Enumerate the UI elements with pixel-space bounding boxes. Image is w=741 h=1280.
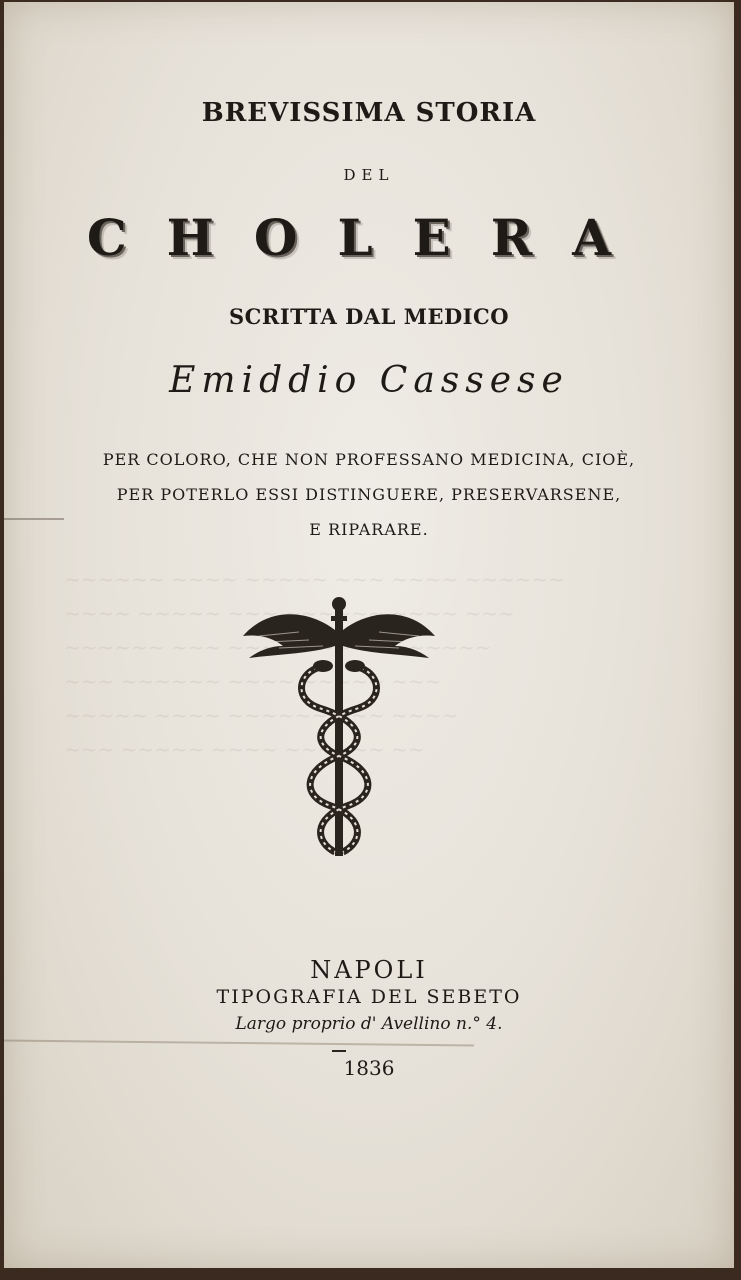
publisher-press: TIPOGRAFIA DEL SEBETO <box>216 986 522 1008</box>
title-page <box>4 2 734 1268</box>
publication-year: 1836 <box>343 1056 395 1080</box>
bleed-through-texture: ~~~~~~ ~~~~ ~~~~~ ~~~ ~~~~ ~~~~~~ ~~~~ ~~~~~ ~~~ ~~~~~~ ~~~~ ~~~ ~~~~~~ ~~~ ~~~~~ ~~~~~~ ~~~ ~~~~~~ ~~~~ ~~~~~ ~~~ ~~~~~ ~~~~ ~~~~~~ ~~~ ~~~~ ~~~ ~~~~~ ~~~~ ~~~~~~ ~~ <box>64 567 566 761</box>
publisher-city: NAPOLI <box>310 956 428 984</box>
subtitle-line-3: E RIPARARE. <box>309 520 429 539</box>
caduceus-icon <box>239 596 439 864</box>
title-line-1: BREVISSIMA STORIA <box>201 98 537 128</box>
subtitle-line-1: PER COLORO, CHE NON PROFESSANO MEDICINA, CIOÈ, <box>102 450 636 469</box>
publisher-address: Largo proprio d' Avellino n.° 4. <box>235 1014 503 1034</box>
title-line-4: SCRITTA DAL MEDICO <box>229 304 509 329</box>
subtitle-line-2: PER POTERLO ESSI DISTINGUERE, PRESERVARSENE, <box>116 485 622 504</box>
title-line-2: DEL <box>343 166 395 184</box>
divider-rule <box>332 1050 346 1052</box>
author-name: Emiddio Cassese <box>169 360 569 401</box>
title-main-cholera: CHOLERA <box>86 208 652 267</box>
